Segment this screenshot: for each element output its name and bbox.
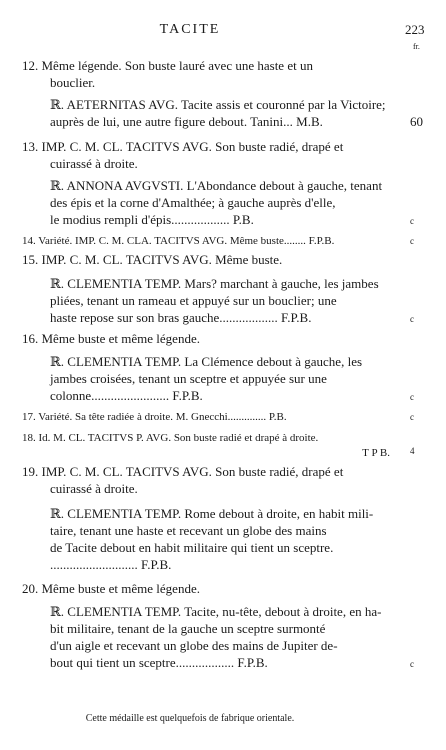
entry-line: 17. Variété. Sa tête radiée à droite. M. Gnecchi.............. P.B. <box>22 411 287 423</box>
entry-line: ℝ. ANNONA AVGVSTI. L'Abondance debout à gauche, tenant <box>50 178 383 193</box>
entry-line: des épis et la corne d'Amalthée; à gauche auprès d'elle, <box>50 195 336 210</box>
entry-line: 18. Id. M. CL. TACITVS P. AVG. Son buste radié et drapé à droite. <box>22 432 319 444</box>
entry-line: ℝ. CLEMENTIA TEMP. La Clémence debout à gauche, les <box>50 354 363 369</box>
entry-line: le modius rempli d'épis.................. P.B. <box>50 212 254 227</box>
rarity-value: c <box>410 236 414 246</box>
entry-line: ℝ. CLEMENTIA TEMP. Rome debout à droite, en habit mili- <box>50 506 374 521</box>
entry-line: ℝ. CLEMENTIA TEMP. Tacite, nu-tête, debout à droite, en ha- <box>50 604 382 619</box>
rarity-value: c <box>410 216 414 226</box>
entry-line: de Tacite debout en habit militaire qui tient un sceptre. <box>50 540 334 555</box>
entry-line: ℝ. CLEMENTIA TEMP. Mars? marchant à gauche, les jambes <box>50 276 379 291</box>
page-number: 223 <box>405 22 425 37</box>
entry-line: colonne........................ F.P.B. <box>50 388 203 403</box>
rarity-value: c <box>410 659 414 669</box>
entry-line: 16. Même buste et même légende. <box>22 331 200 346</box>
entry-line: bout qui tient un sceptre.................. F.P.B. <box>50 655 268 670</box>
entry-line: taire, tenant une haste et recevant un globe des mains <box>50 523 327 538</box>
rarity-value: 60 <box>410 114 423 129</box>
entry-line: 12. Même légende. Son buste lauré avec une haste et un <box>22 58 313 73</box>
rarity-value: c <box>410 392 414 402</box>
entry-line: ℝ. AETERNITAS AVG. Tacite assis et couronné par la Victoire; <box>50 97 386 112</box>
entry-line: 13. IMP. C. M. CL. TACITVS AVG. Son buste radié, drapé et <box>22 139 344 154</box>
rarity-value: c <box>410 412 414 422</box>
entry-line: bit militaire, tenant de la gauche un sceptre surmonté <box>50 621 326 636</box>
entry-line: pliées, tenant un rameau et appuyé sur un bouclier; une <box>50 293 337 308</box>
entry-line: T P B. <box>362 447 390 459</box>
entry-line: bouclier. <box>50 75 96 90</box>
rarity-value: 4 <box>410 446 415 456</box>
footer-note: Cette médaille est quelquefois de fabrique orientale. <box>85 713 295 724</box>
rarity-value: c <box>410 314 414 324</box>
entry-line: 19. IMP. C. M. CL. TACITVS AVG. Son buste radié, drapé et <box>22 464 344 479</box>
entry-line: jambes croisées, tenant un sceptre et appuyée sur une <box>50 371 327 386</box>
entry-line: cuirassé à droite. <box>50 156 138 171</box>
entry-line: 20. Même buste et même légende. <box>22 581 200 596</box>
page-mark: fr. <box>413 42 420 51</box>
entry-line: auprès de lui, une autre figure debout. Tanini... M.B. <box>50 114 323 129</box>
entry-line: d'un aigle et recevant un globe des mains de Jupiter de- <box>50 638 338 653</box>
entry-line: 14. Variété. IMP. C. M. CLA. TACITVS AVG. Même buste........ F.P.B. <box>22 235 335 247</box>
entry-line: cuirassé à droite. <box>50 481 138 496</box>
entry-line: haste repose sur son bras gauche.................. F.P.B. <box>50 310 312 325</box>
entry-line: 15. IMP. C. M. CL. TACITVS AVG. Même buste. <box>22 252 283 267</box>
entry-line: ........................... F.P.B. <box>50 557 172 572</box>
page-title: TACITE <box>159 22 221 37</box>
